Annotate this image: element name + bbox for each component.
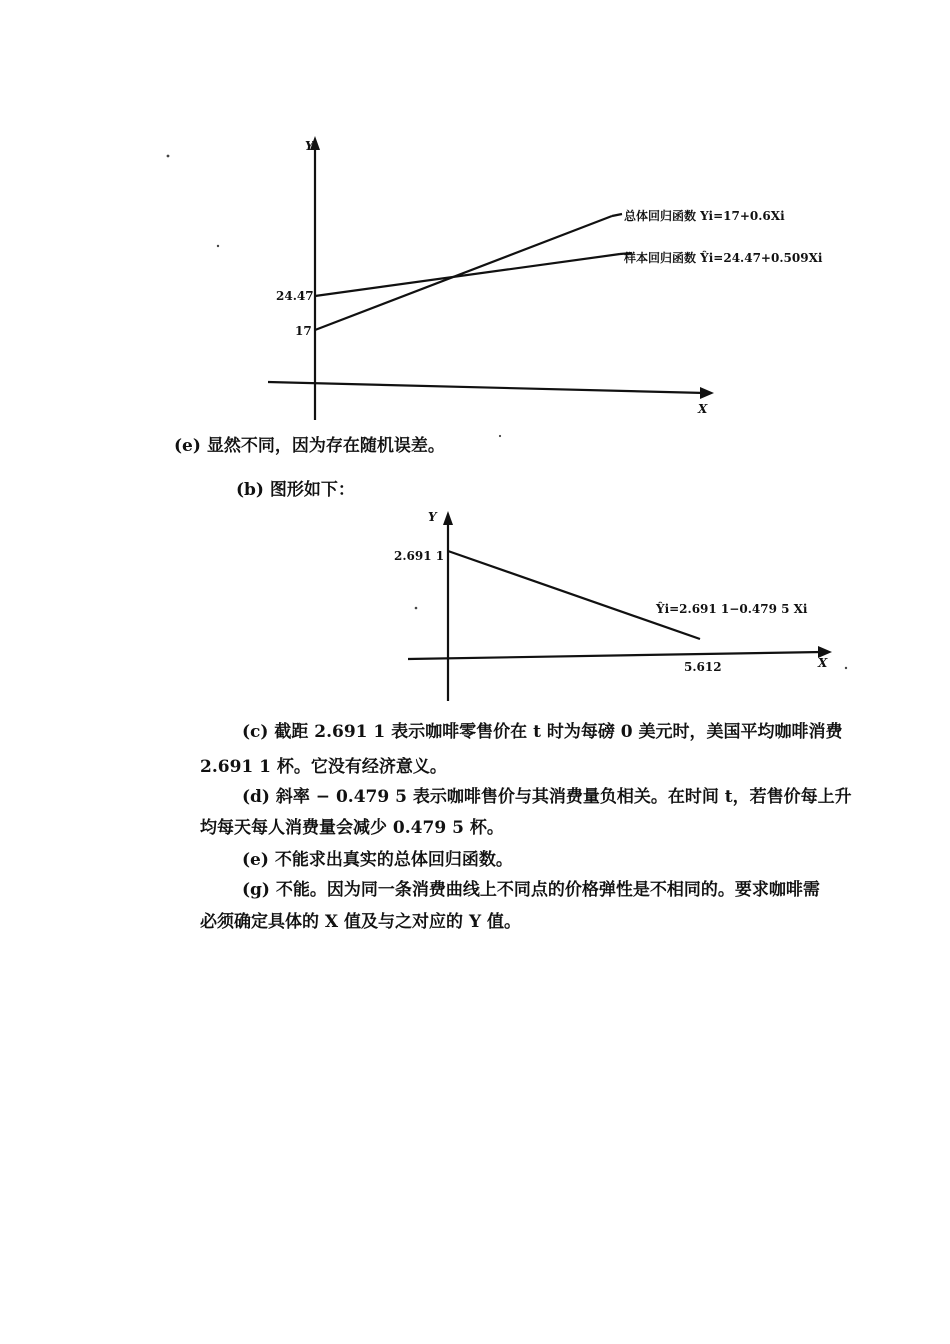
- population-line-label: 总体回归函数 Yi=17+0.6Xi: [624, 209, 785, 223]
- answer-d-line-2: 均每天每人消费量会减少 0.479 5 杯。: [200, 818, 504, 838]
- x-axis-label: X: [698, 402, 708, 416]
- answer-e-second: (e) 不能求出真实的总体回归函数。: [242, 850, 513, 870]
- answer-c-line-1: (c) 截距 2.691 1 表示咖啡零售价在 t 时为每磅 0 美元时，美国平均咖啡消费: [242, 722, 843, 742]
- answer-c-line-2: 2.691 1 杯。它没有经济意义。: [200, 757, 447, 777]
- answer-e-first: (e) 显然不同，因为存在随机误差。: [174, 436, 445, 456]
- answer-g-line-2: 必须确定具体的 X 值及与之对应的 Y 值。: [200, 912, 521, 932]
- tick-label-17: 17: [295, 324, 312, 338]
- x-intercept-label: 5.612: [684, 660, 722, 674]
- x-axis-label: X: [818, 656, 828, 670]
- answer-b-intro: (b) 图形如下：: [236, 480, 355, 500]
- y-intercept-label: 2.691 1: [394, 549, 445, 563]
- tick-label-24-47: 24.47: [276, 289, 314, 303]
- answer-g-line-1: (g) 不能。因为同一条消费曲线上不同点的价格弹性是不相同的。要求咖啡需: [242, 880, 820, 900]
- sample-line-label: 样本回归函数 Ŷi=24.47+0.509Xi: [624, 251, 823, 265]
- regression-equation-label: Ŷi=2.691 1−0.479 5 Xi: [656, 602, 808, 616]
- y-axis-label: Y: [428, 510, 437, 524]
- answer-d-line-1: (d) 斜率 − 0.479 5 表示咖啡售价与其消费量负相关。在时间 t，若售价每上升: [242, 787, 852, 807]
- y-axis-label: Y: [305, 139, 314, 153]
